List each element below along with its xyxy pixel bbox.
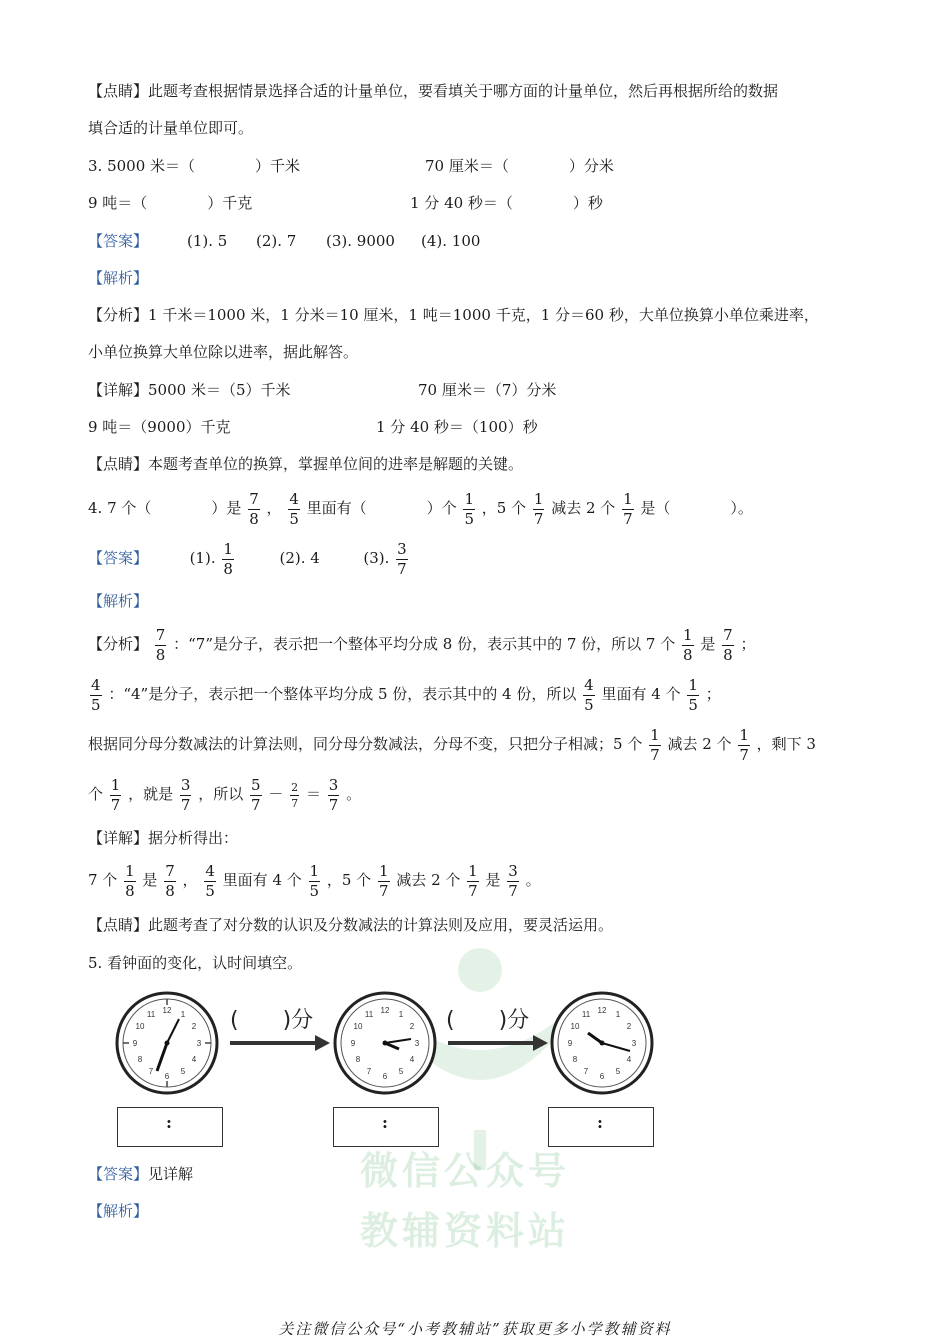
svg-text:12: 12 — [380, 1006, 390, 1015]
fenxi-3-cont: 小单位换算大单位除以进率，据此解答。 — [88, 343, 359, 361]
frac-1-7b: $\frac{1}{7}$ — [623, 489, 633, 528]
svg-text:1: 1 — [615, 1010, 621, 1019]
fenxi-4-b: $\frac{4}{5}$ ：“4”是分子，表示把一个整体平均分成 5 份，表示其中的 4 份，所以 $\frac{4}{5}$ 里面有 4 个 $\frac{1}{5}$ ； — [91, 675, 721, 714]
svg-text:11: 11 — [364, 1010, 374, 1019]
svg-text:4: 4 — [409, 1055, 415, 1064]
svg-text:7: 7 — [583, 1067, 589, 1076]
time-box-1-colon: : — [166, 1113, 172, 1132]
answer-tag-3: 【答案】 — [88, 232, 149, 250]
svg-text:8: 8 — [355, 1055, 361, 1064]
svg-text:5: 5 — [615, 1067, 621, 1076]
xiangjie-3-c: 9 吨＝（9000）千克 — [88, 418, 231, 436]
clock-2 — [335, 993, 435, 1093]
answer-5: 【答案】见详解 — [88, 1165, 194, 1183]
q4-line: 4. 7 个（ ）是 $\frac{7}{8}$ ， $\frac{4}{5}$ 里面有（ ）个 $\frac{1}{5}$ ，5 个 $\frac{1}{7}$ 减去 2 个 $\frac{1}{7}$ 是（ ）。 — [88, 489, 753, 528]
svg-text:6: 6 — [599, 1072, 605, 1081]
dianjing-prev-cont: 填合适的计量单位即可。 — [88, 119, 254, 137]
svg-text:9: 9 — [132, 1039, 138, 1048]
jiexi-tag-4: 【解析】 — [88, 592, 149, 610]
fenxi-3: 【分析】1 千米＝1000 米，1 分米＝10 厘米，1 吨＝1000 千克，1 分＝60 秒，大单位换算小单位乘进率， — [88, 306, 819, 324]
dianjing-prev: 【点睛】此题考查根据情景选择合适的计量单位，要看填关于哪方面的计量单位，然后再根据所给的数据 — [88, 82, 779, 100]
answer-3-3: (3). 9000 — [326, 232, 395, 250]
svg-text:9: 9 — [567, 1039, 573, 1048]
xiangjie-4: 【详解】据分析得出： — [88, 829, 239, 847]
svg-text:10: 10 — [353, 1022, 363, 1031]
svg-text:12: 12 — [597, 1006, 607, 1015]
jiexi-tag-3: 【解析】 — [88, 269, 149, 287]
q5-title: 5. 看钟面的变化，认时间填空。 — [88, 954, 303, 972]
svg-text:8: 8 — [137, 1055, 143, 1064]
xiangjie-3-b: 70 厘米＝（7）分米 — [418, 381, 557, 399]
watermark-text-1: 微信公众号 — [360, 1149, 571, 1193]
dianjing-3: 【点睛】本题考查单位的换算，掌握单位间的进率是解题的关键。 — [88, 455, 524, 473]
blank-2: ( )分 — [446, 1008, 530, 1033]
frac-1-7: $\frac{1}{7}$ — [533, 489, 544, 528]
answer-4: 【答案】 (1). $\frac{1}{8}$ (2). 4 (3). $\frac{3}{7}$ — [88, 539, 407, 578]
svg-text:3: 3 — [414, 1039, 420, 1048]
blank-1: ( )分 — [230, 1008, 314, 1033]
xiangjie-4-eq: 7 个 $\frac{1}{8}$ 是 $\frac{7}{8}$ ， $\frac{4}{5}$ 里面有 4 个 $\frac{1}{5}$ ，5 个 $\frac{1}{7}$ 减去 2 个 $\frac{1}{7}$ 是 $\frac{3}{7}$ 。 — [88, 861, 541, 900]
svg-text:9: 9 — [350, 1039, 356, 1048]
svg-text:4: 4 — [191, 1055, 197, 1064]
xiangjie-3-a: 【详解】5000 米＝（5）千米 — [88, 381, 291, 399]
svg-text:10: 10 — [570, 1022, 580, 1031]
svg-text:11: 11 — [581, 1010, 591, 1019]
watermark-text-2: 教辅资料站 — [360, 1209, 571, 1253]
svg-text:11: 11 — [146, 1010, 156, 1019]
answer-3-1: (1). 5 — [187, 232, 228, 250]
answer-frac-1-8: $\frac{1}{8}$ — [223, 539, 233, 578]
q3-part-c: 9 吨＝（ ）千克 — [88, 194, 253, 212]
svg-text:1: 1 — [398, 1010, 404, 1019]
svg-text:10: 10 — [135, 1022, 145, 1031]
frac-4-5: $\frac{4}{5}$ — [289, 489, 299, 528]
svg-text:2: 2 — [409, 1022, 415, 1031]
svg-text:3: 3 — [631, 1039, 637, 1048]
fenxi-4-c: 根据同分母分数减法的计算法则，同分母分数减法，分母不变，只把分子相减；5 个 $\frac{1}{7}$ 减去 2 个 $\frac{1}{7}$ ，剩下 3 — [88, 725, 816, 764]
footer-text: 关注微信公众号“小考教辅站”获取更多小学教辅资料 — [278, 1320, 672, 1338]
answer-frac-3-7: $\frac{3}{7}$ — [397, 539, 407, 578]
svg-text:1: 1 — [180, 1010, 186, 1019]
frac-1-5: $\frac{1}{5}$ — [464, 489, 474, 528]
jiexi-tag-5: 【解析】 — [88, 1202, 149, 1220]
svg-text:6: 6 — [382, 1072, 388, 1081]
svg-text:5: 5 — [398, 1067, 404, 1076]
dianjing-4: 【点睛】此题考查了对分数的认识及分数减法的计算法则及应用，要灵活运用。 — [88, 916, 614, 934]
svg-text:2: 2 — [626, 1022, 632, 1031]
answer-3-2: (2). 7 — [256, 232, 297, 250]
q3-part-a: 3. 5000 米＝（ ）千米 — [88, 157, 301, 175]
svg-text:3: 3 — [196, 1039, 202, 1048]
time-box-3-colon: : — [597, 1113, 603, 1132]
answer-3-4: (4). 100 — [421, 232, 481, 250]
svg-text:7: 7 — [366, 1067, 372, 1076]
clock-1 — [117, 993, 217, 1093]
svg-text:12: 12 — [162, 1006, 172, 1015]
time-box-2-colon: : — [382, 1113, 388, 1132]
svg-text:4: 4 — [626, 1055, 632, 1064]
q3-part-d: 1 分 40 秒＝（ ）秒 — [410, 194, 603, 212]
fenxi-4-a: 【分析】 $\frac{7}{8}$ ：“7”是分子，表示把一个整体平均分成 8 份，表示其中的 7 份，所以 7 个 $\frac{1}{8}$ 是 $\frac{7}{8}$ ； — [88, 625, 756, 664]
svg-text:6: 6 — [164, 1072, 170, 1081]
svg-text:5: 5 — [180, 1067, 186, 1076]
svg-text:8: 8 — [572, 1055, 578, 1064]
xiangjie-3-d: 1 分 40 秒＝（100）秒 — [376, 418, 538, 436]
svg-text:2: 2 — [191, 1022, 197, 1031]
frac-7-8: $\frac{7}{8}$ — [249, 489, 259, 528]
q3-part-b: 70 厘米＝（ ）分米 — [425, 157, 614, 175]
svg-text:7: 7 — [148, 1067, 154, 1076]
fenxi-4-d: 个 $\frac{1}{7}$ ，就是 $\frac{3}{7}$ ，所以 $\frac{5}{7}$ － $\frac{2}{7}$ ＝ $\frac{3}{7}$ 。 — [88, 775, 362, 814]
clock-3 — [552, 993, 652, 1093]
